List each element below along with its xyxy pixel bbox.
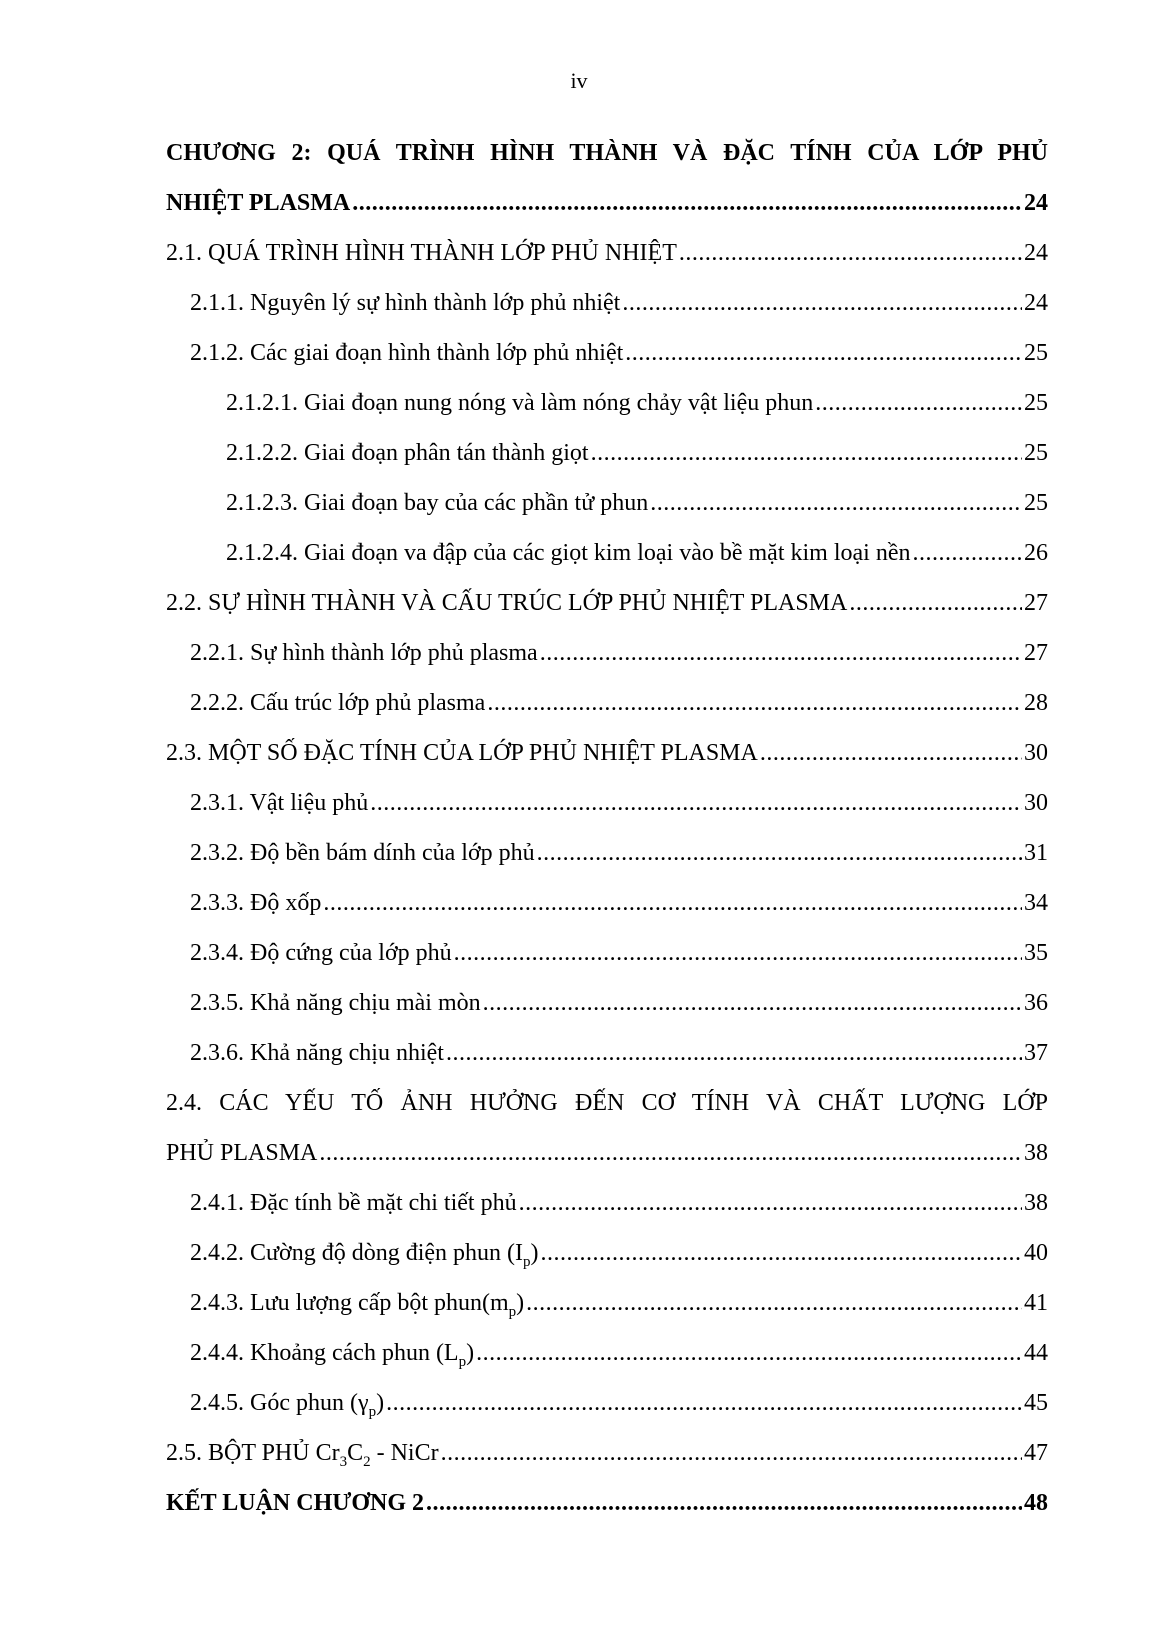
toc-page-number: 34 [1024, 890, 1048, 916]
toc-page-number: 24 [1024, 190, 1048, 216]
toc-dot-leader [912, 528, 1022, 578]
toc-page-number: 45 [1024, 1390, 1048, 1416]
toc-entry-title: 2.4.3. Lưu lượng cấp bột $phun(m_p)$ [190, 1290, 525, 1320]
toc-dot-leader [483, 978, 1022, 1028]
toc-page-number: 31 [1024, 840, 1048, 866]
toc-entry-title: 2.1.2.3. Giai đoạn bay của các phần tử phun [226, 490, 649, 516]
toc-page-number: 28 [1024, 690, 1048, 716]
table-of-contents [166, 128, 1048, 1528]
toc-dot-leader [526, 1278, 1022, 1328]
toc-entry-title: 2.2. SỰ HÌNH THÀNH VÀ CẤU TRÚC LỚP PHỦ NHIỆT PLASMA [166, 590, 848, 616]
toc-entry-ch2-line1[interactable] [166, 128, 1048, 178]
toc-entry-title: 2.4.5. Góc phun $(\gamma_p)$ [190, 1390, 385, 1420]
toc-entry-title: 2.3.2. Độ bền bám dính của lớp phủ [190, 840, 535, 866]
toc-dot-leader [849, 578, 1022, 628]
toc-page-number: 27 [1024, 640, 1048, 666]
toc-entry-2-4-4[interactable] [166, 1328, 1048, 1378]
toc-page-number: 27 [1024, 590, 1048, 616]
toc-dot-leader [426, 1478, 1022, 1528]
toc-dot-leader [323, 878, 1022, 928]
toc-dot-leader [487, 678, 1022, 728]
toc-entry-title: 2.2.2. Cấu trúc lớp phủ plasma [190, 690, 486, 716]
toc-dot-leader [519, 1178, 1022, 1228]
toc-entry-2-4-2[interactable] [166, 1228, 1048, 1278]
toc-entry-title: 2.2.1. Sự hình thành lớp phủ plasma [190, 640, 538, 666]
toc-entry-2-3-3[interactable] [166, 878, 1048, 928]
toc-entry-2-2-1[interactable] [166, 628, 1048, 678]
toc-entry-title: 2.3. MỘT SỐ ĐẶC TÍNH CỦA LỚP PHỦ NHIỆT PLASMA [166, 740, 758, 766]
toc-dot-leader [815, 378, 1022, 428]
toc-entry-2-1-2[interactable] [166, 328, 1048, 378]
toc-entry-2-1[interactable] [166, 228, 1048, 278]
toc-entry-title: 2.4.4. Khoảng cách phun $(L_p)$ [190, 1340, 475, 1370]
toc-entry-2-4-1[interactable] [166, 1178, 1048, 1228]
toc-page-number: 30 [1024, 740, 1048, 766]
toc-page-number: 41 [1024, 1290, 1048, 1316]
toc-entry-title: 2.3.6. Khả năng chịu nhiệt [190, 1040, 444, 1066]
toc-dot-leader [370, 778, 1022, 828]
toc-entry-2-4-line1[interactable] [166, 1078, 1048, 1128]
toc-entry-title: NHIỆT PLASMA [166, 190, 351, 216]
toc-dot-leader [476, 1328, 1022, 1378]
toc-page-number: 38 [1024, 1140, 1048, 1166]
toc-page-number: 47 [1024, 1440, 1048, 1466]
toc-entry-title: CHƯƠNG 2: QUÁ TRÌNH HÌNH THÀNH VÀ ĐẶC TÍNH CỦA LỚP PHỦ [166, 140, 1048, 166]
toc-page-number: 30 [1024, 790, 1048, 816]
toc-page-number: 24 [1024, 290, 1048, 316]
toc-entry-2-3-6[interactable] [166, 1028, 1048, 1078]
toc-page-number: 35 [1024, 940, 1048, 966]
toc-entry-2-1-2-2[interactable] [166, 428, 1048, 478]
toc-entry-title: 2.1. QUÁ TRÌNH HÌNH THÀNH LỚP PHỦ NHIỆT [166, 240, 677, 266]
toc-entry-title: 2.4.2. Cường độ dòng điện phun $(I_p)$ [190, 1240, 539, 1270]
toc-page-number: 24 [1024, 240, 1048, 266]
toc-dot-leader [591, 428, 1022, 478]
toc-entry-title: 2.1.2.4. Giai đoạn va đập của các giọt kim loại vào bề mặt kim loại nền [226, 540, 911, 566]
toc-page-number: 25 [1024, 390, 1048, 416]
toc-dot-leader [386, 1378, 1022, 1428]
toc-entry-title: 2.3.1. Vật liệu phủ [190, 790, 369, 816]
toc-entry-2-3-5[interactable] [166, 978, 1048, 1028]
toc-dot-leader [540, 628, 1022, 678]
toc-dot-leader [650, 478, 1022, 528]
toc-entry-title: 2.4. CÁC YẾU TỐ ẢNH HƯỞNG ĐẾN CƠ TÍNH VÀ CHẤT LƯỢNG LỚP [166, 1090, 1048, 1116]
toc-page-number: 38 [1024, 1190, 1048, 1216]
toc-entry-title: 2.5. BỘT PHỦ $Cr_3C_2$ - NiCr [166, 1440, 439, 1470]
toc-entry-2-4-3[interactable] [166, 1278, 1048, 1328]
toc-entry-ch2-line2[interactable] [166, 178, 1048, 228]
toc-page-number: 26 [1024, 540, 1048, 566]
toc-page-number: 25 [1024, 440, 1048, 466]
toc-entry-2-4-5[interactable] [166, 1378, 1048, 1428]
toc-entry-title: 2.3.4. Độ cứng của lớp phủ [190, 940, 452, 966]
toc-dot-leader [625, 328, 1022, 378]
toc-entry-title: 2.3.3. Độ xốp [190, 890, 322, 916]
toc-dot-leader [537, 828, 1022, 878]
toc-entry-2-1-2-1[interactable] [166, 378, 1048, 428]
toc-entry-title: 2.4.1. Đặc tính bề mặt chi tiết phủ [190, 1190, 517, 1216]
toc-entry-2-1-2-3[interactable] [166, 478, 1048, 528]
toc-entry-title: KẾT LUẬN CHƯƠNG 2 [166, 1490, 425, 1516]
toc-entry-2-3[interactable] [166, 728, 1048, 778]
toc-entry-conclusion[interactable] [166, 1478, 1048, 1528]
toc-entry-title: 2.3.5. Khả năng chịu mài mòn [190, 990, 481, 1016]
toc-dot-leader [441, 1428, 1022, 1478]
toc-dot-leader [454, 928, 1022, 978]
toc-dot-leader [541, 1228, 1022, 1278]
toc-entry-title: 2.1.2.2. Giai đoạn phân tán thành giọt [226, 440, 589, 466]
toc-entry-2-2[interactable] [166, 578, 1048, 628]
toc-entry-2-1-2-4[interactable] [166, 528, 1048, 578]
toc-entry-title: PHỦ PLASMA [166, 1140, 318, 1166]
toc-dot-leader [352, 178, 1022, 228]
toc-dot-leader [319, 1128, 1022, 1178]
toc-entry-2-5[interactable] [166, 1428, 1048, 1478]
toc-page-number: 25 [1024, 340, 1048, 366]
toc-entry-2-3-2[interactable] [166, 828, 1048, 878]
toc-dot-leader [760, 728, 1022, 778]
toc-page-number: 25 [1024, 490, 1048, 516]
toc-entry-2-4-line2[interactable] [166, 1128, 1048, 1178]
page-number: iv [570, 68, 588, 93]
toc-dot-leader [622, 278, 1022, 328]
toc-page-number: 40 [1024, 1240, 1048, 1266]
toc-entry-2-3-4[interactable] [166, 928, 1048, 978]
toc-dot-leader [446, 1028, 1022, 1078]
toc-entry-2-1-1[interactable] [166, 278, 1048, 328]
toc-dot-leader [679, 228, 1022, 278]
toc-page-number: 44 [1024, 1340, 1048, 1366]
toc-page-number: 36 [1024, 990, 1048, 1016]
toc-entry-2-2-2[interactable] [166, 678, 1048, 728]
toc-page-number: 37 [1024, 1040, 1048, 1066]
toc-entry-title: 2.1.1. Nguyên lý sự hình thành lớp phủ nhiệt [190, 290, 621, 316]
toc-page-number: 48 [1024, 1490, 1048, 1516]
toc-entry-title: 2.1.2. Các giai đoạn hình thành lớp phủ nhiệt [190, 340, 624, 366]
toc-entry-2-3-1[interactable] [166, 778, 1048, 828]
toc-entry-title: 2.1.2.1. Giai đoạn nung nóng và làm nóng chảy vật liệu phun [226, 390, 814, 416]
